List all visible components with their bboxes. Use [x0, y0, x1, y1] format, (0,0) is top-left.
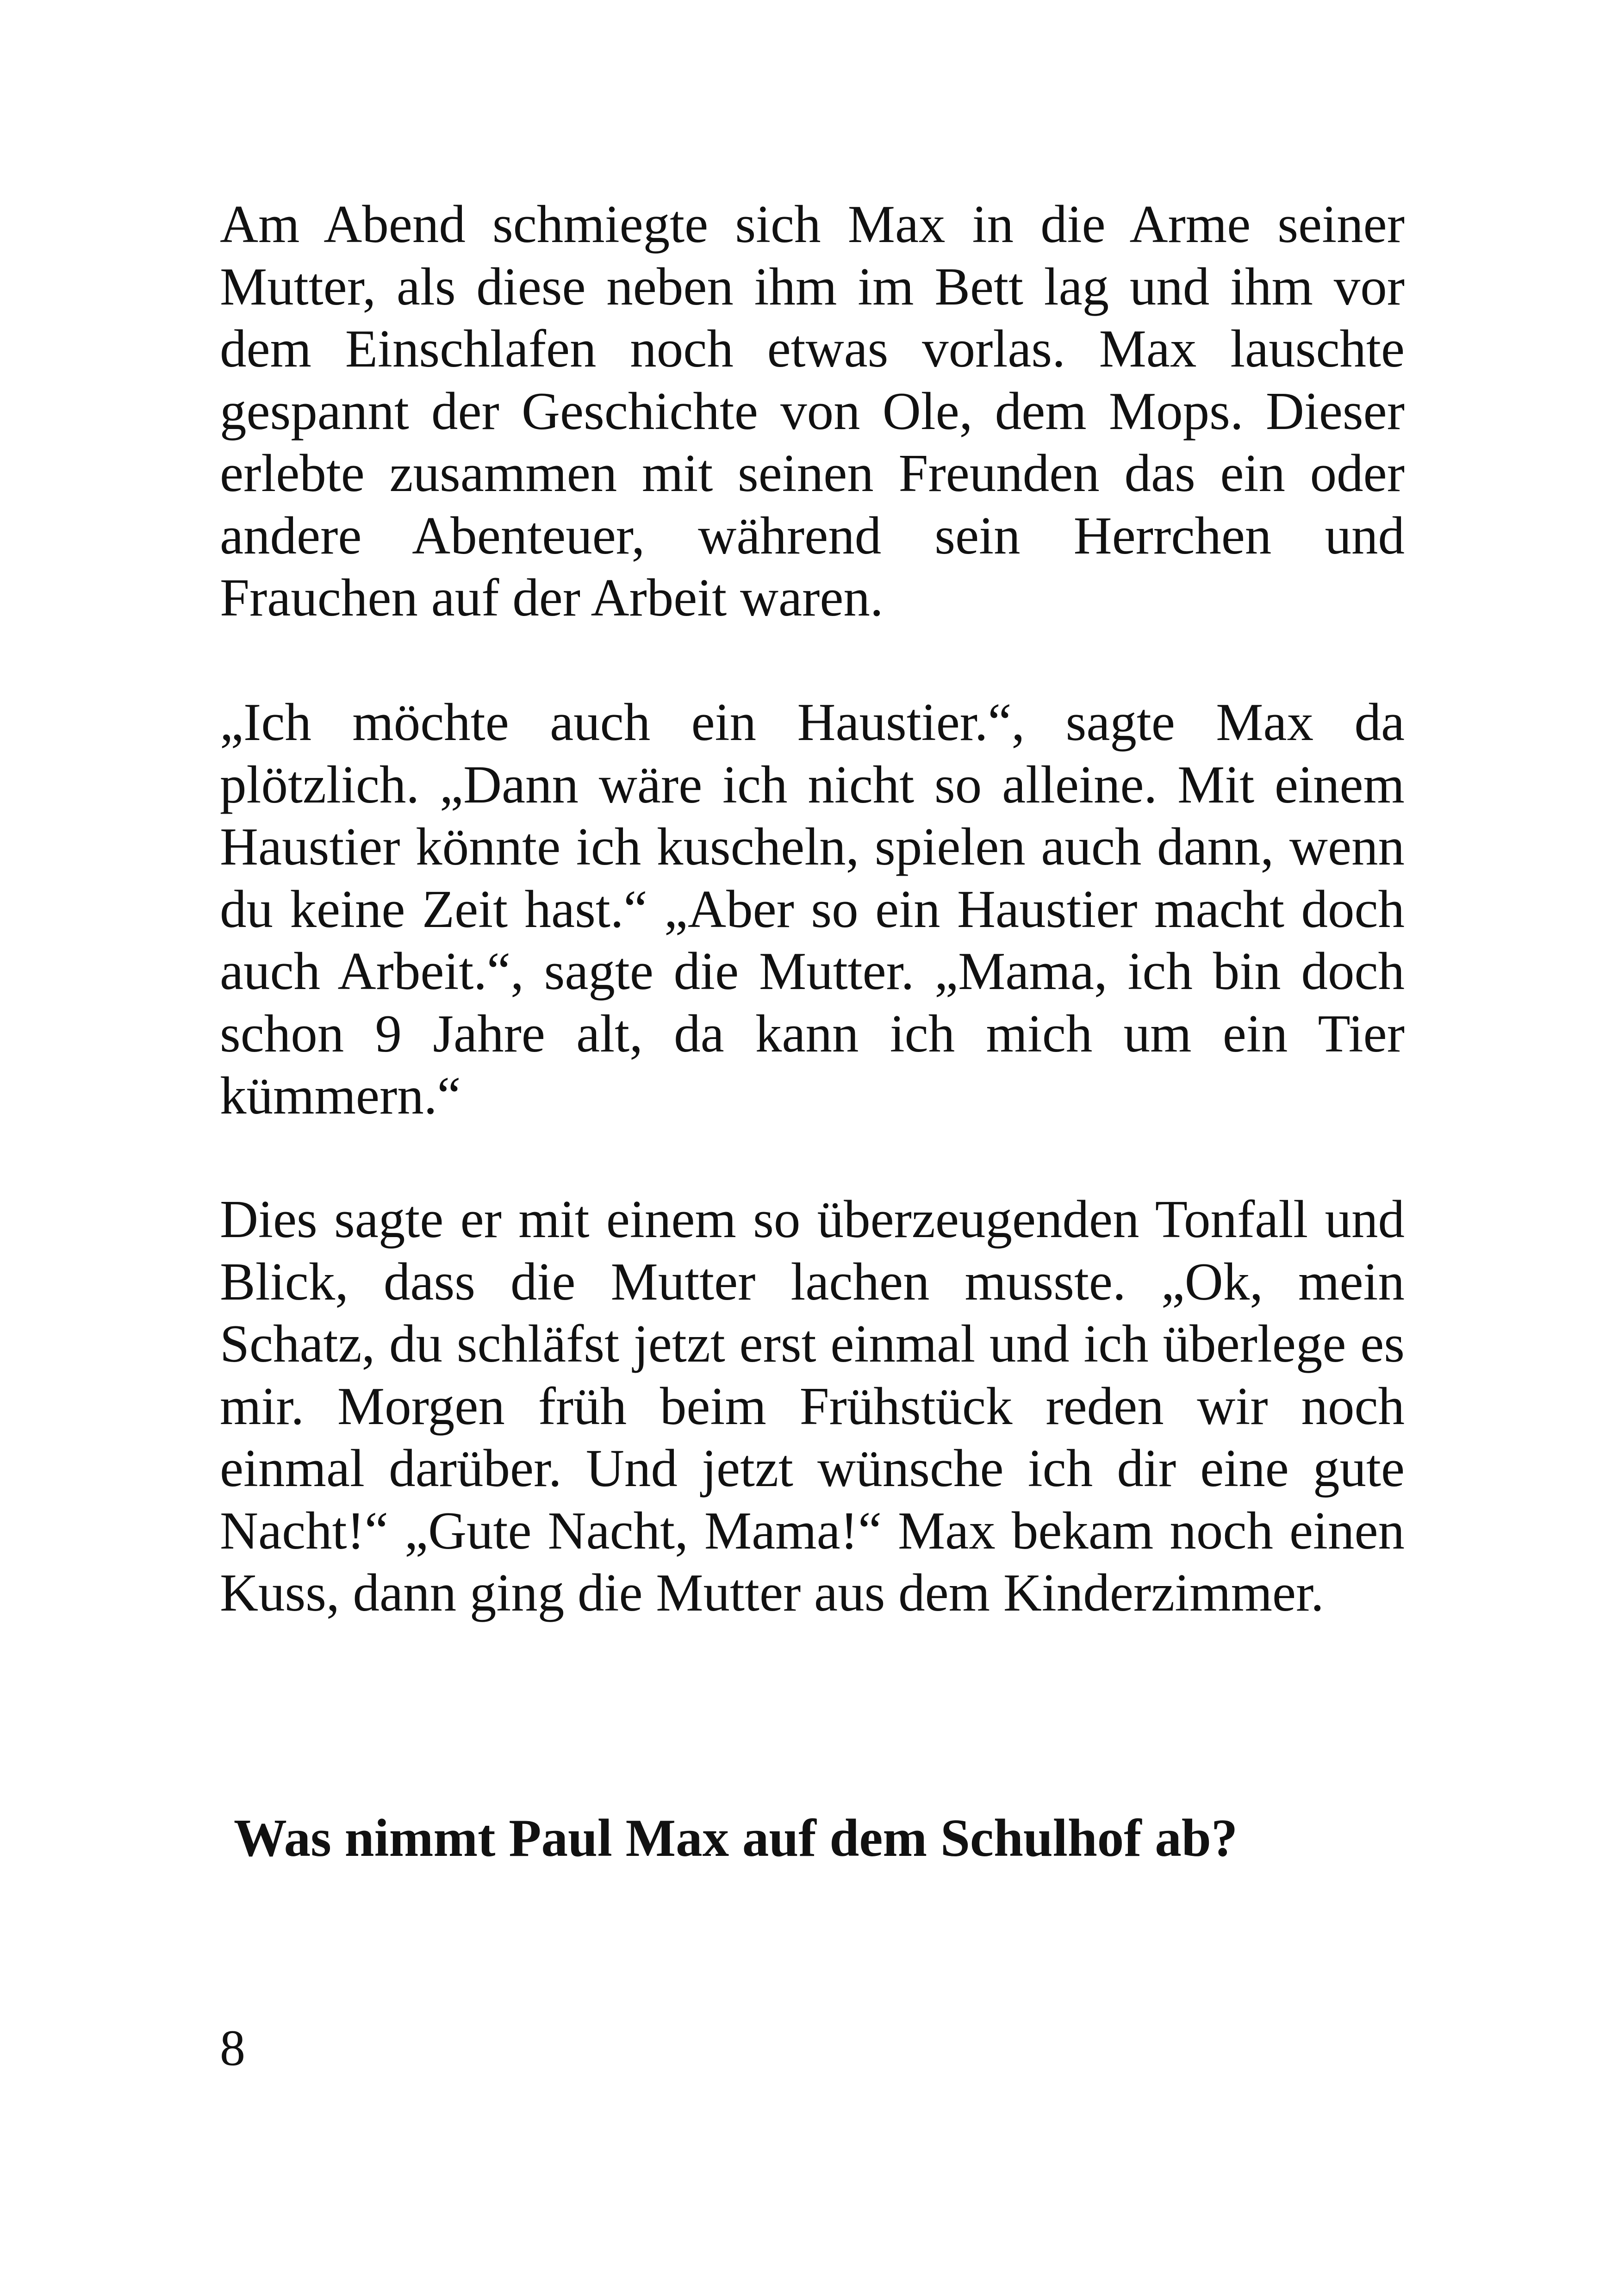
story-paragraph-2: „Ich möchte auch ein Haustier.“, sagte Max da plötzlich. „Dann wäre ich nicht so alleine. Mit einem Haustier könnte ich kuscheln, spielen auch dann, wenn du keine Zeit hast.“ „Aber so ein Haustier macht doch auch Arbeit.“, sagte die Mutter. „Mama, ich bin doch schon 9 Jahre alt, da kann ich mich um ein Tier kümmern.“ [220, 693, 1405, 1125]
story-paragraph-1: Am Abend schmiegte sich Max in die Arme seiner Mutter, als diese neben ihm im Bett lag und ihm vor dem Einschlafen noch etwas vorlas. Max lauschte gespannt der Geschichte von Ole, dem Mops. Dieser erlebte zusammen mit seinen Freunden das ein oder andere Abenteuer, während sein Herrchen und Frauchen auf der Arbeit waren. [220, 195, 1405, 627]
story-paragraph-3: Dies sagte er mit einem so überzeugenden Tonfall und Blick, dass die Mutter lachen musste. „Ok, mein Schatz, du schläfst jetzt erst einmal und ich überlege es mir. Morgen früh beim Frühstück reden wir noch einmal darüber. Und jetzt wünsche ich dir eine gute Nacht!“ „Gute Nacht, Mama!“ Max bekam noch einen Kuss, dann ging die Mutter aus dem Kinderzimmer. [220, 1190, 1405, 1622]
page-number: 8 [220, 2020, 245, 2076]
comprehension-question: Was nimmt Paul Max auf dem Schulhof ab? [234, 1809, 1238, 1867]
